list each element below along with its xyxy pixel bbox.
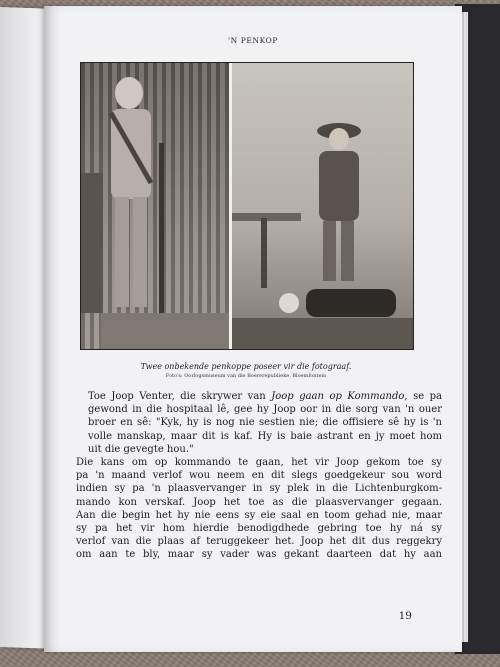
photo-left-studio-portrait	[81, 63, 231, 349]
text-line: indien sy pa 'n plaasvervanger in sy plek in die Lichtenburgkom-	[76, 483, 442, 495]
historical-photograph	[80, 62, 414, 350]
text-line: om aan te bly, maar sy vader was gekant daarteen dat hy aan	[76, 549, 442, 561]
text-line: pa 'n maand verlof wou neem en dit slegs goedgekeur sou word	[76, 470, 442, 482]
text-line: volle manskap, maar dit is kaf. Hy is baie astrant en jy moet hom	[88, 430, 442, 442]
paragraph-1	[76, 390, 442, 456]
paragraph-2	[76, 456, 442, 562]
photo-right-studio-portrait	[231, 63, 413, 349]
standing-figure-left	[81, 63, 231, 349]
text-line: mando kon verskaf. Joop het toe as die plaasvervanger gegaan.	[76, 496, 442, 508]
text-line: gewond in die hospitaal lê, gee hy Joop oor in die sorg van 'n ouer	[88, 404, 442, 416]
text-line: broer en sê: "Kyk, hy is nog nie sestien nie; die offisiere sê hy is 'n	[88, 417, 442, 429]
text-line: Die kans om op kommando te gaan, het vir Joop gekom toe sy	[76, 457, 442, 469]
text-line: uit die gevegte hou."	[88, 443, 194, 455]
photo-credit: Foto's: Oorlogsmuseum van die Boererepublieke, Bloemfontein	[165, 373, 327, 379]
standing-figure-right	[231, 63, 413, 349]
body-text	[76, 390, 442, 562]
text-line: verlof van die plaas af teruggekeer het. Joop het dit dus reggekry	[76, 536, 442, 548]
text-line: Toe Joop Venter, die skrywer van Joop gaan op Kommando, se pa	[88, 391, 443, 402]
photo-divider	[229, 63, 232, 349]
book-page	[44, 6, 462, 652]
running-head: 'N PENKOP	[227, 36, 279, 45]
page-number: 19	[398, 610, 412, 622]
book-title-italic: Joop gaan op Kommando	[271, 391, 405, 402]
text-line: sy pa het vir hom hierdie benodigdhede gebring toe hy ná sy	[76, 523, 442, 535]
photo-caption: Twee onbekende penkoppe poseer vir die fotograaf.	[140, 362, 352, 371]
text-line: Aan die begin het hy nie eens sy eie saal en toom gehad nie, maar	[76, 509, 442, 521]
